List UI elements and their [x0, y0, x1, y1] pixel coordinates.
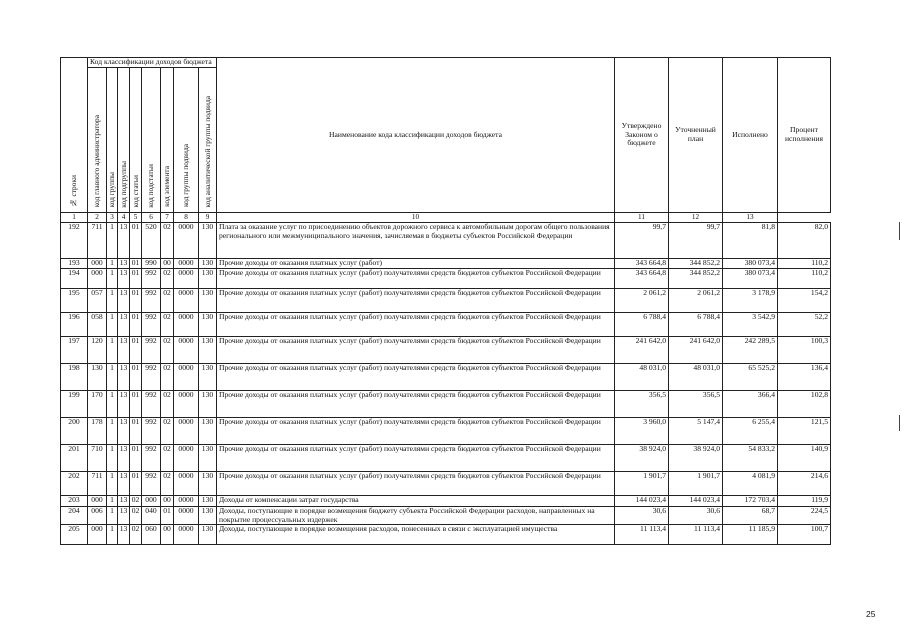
code-analytic-group: 130 [199, 472, 217, 496]
refined-value: 2 061,2 [669, 289, 723, 313]
code-subgroup: 13 [118, 259, 130, 269]
col-number: 6 [142, 213, 161, 223]
revenue-name: Прочие доходы от оказания платных услуг (работ) получателями средств бюджетов субъектов Российской Федерации [217, 313, 615, 337]
refined-value: 344 852,2 [669, 259, 723, 269]
percent-value: 110,2 [778, 269, 831, 289]
table-row [61, 472, 831, 496]
header-code-group: код группы [107, 68, 118, 213]
percent-value: 119,9 [778, 496, 831, 507]
code-analytic-group: 130 [199, 337, 217, 364]
code-article: 01 [130, 364, 142, 391]
table-row [61, 418, 831, 445]
code-subarticle: 992 [142, 337, 161, 364]
code-group: 1 [107, 507, 118, 525]
scan-margin-mark [899, 415, 900, 431]
code-element: 02 [161, 223, 174, 259]
percent-value: 82,0 [778, 223, 831, 259]
code-article: 01 [130, 269, 142, 289]
table-row [61, 269, 831, 289]
col-number: 3 [107, 213, 118, 223]
code-article: 02 [130, 525, 142, 545]
code-element: 02 [161, 418, 174, 445]
code-subtype-group: 0000 [174, 507, 199, 525]
row-number: 195 [61, 289, 88, 313]
code-element: 01 [161, 507, 174, 525]
refined-value: 5 147,4 [669, 418, 723, 445]
code-element: 02 [161, 313, 174, 337]
code-subgroup: 13 [118, 418, 130, 445]
header-row-no: № строки [61, 58, 88, 213]
percent-value: 121,5 [778, 418, 831, 445]
code-analytic-group: 130 [199, 496, 217, 507]
revenue-name: Прочие доходы от оказания платных услуг (работ) получателями средств бюджетов субъектов Российской Федерации [217, 269, 615, 289]
code-subgroup: 13 [118, 496, 130, 507]
code-subtype-group: 0000 [174, 269, 199, 289]
col-number: 12 [669, 213, 723, 223]
code-admin: 000 [88, 269, 107, 289]
code-group: 1 [107, 337, 118, 364]
code-admin: 711 [88, 472, 107, 496]
code-analytic-group: 130 [199, 418, 217, 445]
header-classification-group: Код классификации доходов бюджета [88, 58, 217, 68]
code-article: 01 [130, 337, 142, 364]
code-analytic-group: 130 [199, 259, 217, 269]
approved-value: 48 031,0 [615, 364, 669, 391]
percent-value: 102,8 [778, 391, 831, 418]
approved-value: 356,5 [615, 391, 669, 418]
percent-value: 154,2 [778, 289, 831, 313]
code-group: 1 [107, 525, 118, 545]
code-element: 02 [161, 364, 174, 391]
code-group: 1 [107, 391, 118, 418]
col-number: 13 [723, 213, 778, 223]
refined-value: 6 788,4 [669, 313, 723, 337]
percent-value: 100,7 [778, 525, 831, 545]
page-number: 25 [866, 609, 876, 619]
code-group: 1 [107, 223, 118, 259]
code-analytic-group: 130 [199, 391, 217, 418]
code-subtype-group: 0000 [174, 364, 199, 391]
col-number: 1 [61, 213, 88, 223]
code-subgroup: 13 [118, 269, 130, 289]
row-number: 201 [61, 445, 88, 472]
percent-value: 224,5 [778, 507, 831, 525]
header-code-subgroup: код подгруппы [118, 68, 130, 213]
col-number: 5 [130, 213, 142, 223]
code-subarticle: 992 [142, 313, 161, 337]
header-code-analytic-group: код аналитической группы подвида [199, 68, 217, 213]
code-subgroup: 13 [118, 337, 130, 364]
code-subgroup: 13 [118, 364, 130, 391]
code-element: 02 [161, 445, 174, 472]
code-subtype-group: 0000 [174, 472, 199, 496]
refined-value: 241 642,0 [669, 337, 723, 364]
col-number: 10 [217, 213, 615, 223]
header-code-article: код статьи [130, 68, 142, 213]
row-number: 203 [61, 496, 88, 507]
code-subgroup: 13 [118, 525, 130, 545]
code-group: 1 [107, 418, 118, 445]
approved-value: 343 664,8 [615, 269, 669, 289]
percent-value: 52,2 [778, 313, 831, 337]
table-row [61, 223, 831, 259]
code-subtype-group: 0000 [174, 313, 199, 337]
header-code-subarticle: код подстатьи [142, 68, 161, 213]
col-number: 8 [174, 213, 199, 223]
approved-value: 3 960,0 [615, 418, 669, 445]
executed-value: 380 073,4 [723, 269, 778, 289]
code-subarticle: 992 [142, 391, 161, 418]
revenue-name: Прочие доходы от оказания платных услуг (работ) [217, 259, 615, 269]
approved-value: 38 924,0 [615, 445, 669, 472]
code-subtype-group: 0000 [174, 525, 199, 545]
code-subarticle: 992 [142, 472, 161, 496]
row-number: 198 [61, 364, 88, 391]
code-subarticle: 040 [142, 507, 161, 525]
revenue-name: Доходы от компенсации затрат государства [217, 496, 615, 507]
approved-value: 11 113,4 [615, 525, 669, 545]
row-number: 194 [61, 269, 88, 289]
code-subgroup: 13 [118, 313, 130, 337]
refined-value: 99,7 [669, 223, 723, 259]
code-group: 1 [107, 472, 118, 496]
code-subgroup: 13 [118, 445, 130, 472]
table-row [61, 259, 831, 269]
approved-value: 1 901,7 [615, 472, 669, 496]
code-subarticle: 992 [142, 289, 161, 313]
code-subtype-group: 0000 [174, 289, 199, 313]
percent-value: 140,9 [778, 445, 831, 472]
table-row [61, 337, 831, 364]
code-group: 1 [107, 313, 118, 337]
scan-margin-mark [899, 222, 900, 240]
code-element: 02 [161, 269, 174, 289]
executed-value: 65 525,2 [723, 364, 778, 391]
code-admin: 000 [88, 496, 107, 507]
code-admin: 711 [88, 223, 107, 259]
approved-value: 6 788,4 [615, 313, 669, 337]
code-article: 01 [130, 289, 142, 313]
code-article: 01 [130, 223, 142, 259]
revenue-name: Доходы, поступающие в порядке возмещения расходов, понесенных в связи с эксплуатацией имущества [217, 525, 615, 545]
executed-value: 242 289,5 [723, 337, 778, 364]
table-row [61, 507, 831, 525]
code-analytic-group: 130 [199, 269, 217, 289]
refined-value: 38 924,0 [669, 445, 723, 472]
code-subtype-group: 0000 [174, 418, 199, 445]
approved-value: 241 642,0 [615, 337, 669, 364]
header-executed: Исполнено [723, 58, 778, 213]
executed-value: 380 073,4 [723, 259, 778, 269]
approved-value: 343 664,8 [615, 259, 669, 269]
executed-value: 11 185,9 [723, 525, 778, 545]
code-element: 02 [161, 472, 174, 496]
percent-value: 214,6 [778, 472, 831, 496]
table-row [61, 525, 831, 545]
revenue-name: Прочие доходы от оказания платных услуг (работ) получателями средств бюджетов субъектов Российской Федерации [217, 364, 615, 391]
header-code-element: код элемента [161, 68, 174, 213]
col-number: 2 [88, 213, 107, 223]
code-subtype-group: 0000 [174, 259, 199, 269]
executed-value: 172 703,4 [723, 496, 778, 507]
row-number: 202 [61, 472, 88, 496]
code-analytic-group: 130 [199, 507, 217, 525]
col-number: 7 [161, 213, 174, 223]
refined-value: 344 852,2 [669, 269, 723, 289]
code-subtype-group: 0000 [174, 223, 199, 259]
executed-value: 68,7 [723, 507, 778, 525]
refined-value: 1 901,7 [669, 472, 723, 496]
header-percent: Процент исполнения [778, 58, 831, 213]
code-article: 02 [130, 507, 142, 525]
code-subtype-group: 0000 [174, 445, 199, 472]
revenue-name: Прочие доходы от оказания платных услуг (работ) получателями средств бюджетов субъектов Российской Федерации [217, 472, 615, 496]
code-group: 1 [107, 364, 118, 391]
row-number: 193 [61, 259, 88, 269]
header-code-subtype-group: код группы подвида [174, 68, 199, 213]
approved-value: 99,7 [615, 223, 669, 259]
revenue-name: Прочие доходы от оказания платных услуг (работ) получателями средств бюджетов субъектов Российской Федерации [217, 289, 615, 313]
code-subarticle: 992 [142, 364, 161, 391]
code-admin: 130 [88, 364, 107, 391]
executed-value: 81,8 [723, 223, 778, 259]
code-analytic-group: 130 [199, 364, 217, 391]
code-subarticle: 992 [142, 418, 161, 445]
code-admin: 178 [88, 418, 107, 445]
table-row [61, 364, 831, 391]
row-number: 205 [61, 525, 88, 545]
percent-value: 136,4 [778, 364, 831, 391]
code-admin: 170 [88, 391, 107, 418]
table-body [61, 223, 831, 545]
column-number-row [61, 213, 831, 223]
code-article: 01 [130, 259, 142, 269]
code-admin: 057 [88, 289, 107, 313]
code-admin: 000 [88, 259, 107, 269]
code-subarticle: 992 [142, 269, 161, 289]
code-element: 00 [161, 259, 174, 269]
code-article: 01 [130, 391, 142, 418]
refined-value: 356,5 [669, 391, 723, 418]
header-approved: Утверждено Законом о бюджете [615, 58, 669, 213]
percent-value: 110,2 [778, 259, 831, 269]
code-group: 1 [107, 445, 118, 472]
header-refined: Уточненный план [669, 58, 723, 213]
code-admin: 006 [88, 507, 107, 525]
code-analytic-group: 130 [199, 289, 217, 313]
code-element: 02 [161, 289, 174, 313]
revenue-name: Прочие доходы от оказания платных услуг (работ) получателями средств бюджетов субъектов Российской Федерации [217, 445, 615, 472]
executed-value: 3 542,9 [723, 313, 778, 337]
code-subarticle: 000 [142, 496, 161, 507]
refined-value: 144 023,4 [669, 496, 723, 507]
code-article: 02 [130, 496, 142, 507]
code-subarticle: 060 [142, 525, 161, 545]
code-analytic-group: 130 [199, 445, 217, 472]
revenue-name: Прочие доходы от оказания платных услуг (работ) получателями средств бюджетов субъектов Российской Федерации [217, 391, 615, 418]
code-group: 1 [107, 269, 118, 289]
table-row [61, 391, 831, 418]
executed-value: 366,4 [723, 391, 778, 418]
code-article: 01 [130, 445, 142, 472]
revenue-name: Прочие доходы от оказания платных услуг (работ) получателями средств бюджетов субъектов Российской Федерации [217, 418, 615, 445]
header-name: Наименование кода классификации доходов бюджета [217, 58, 615, 213]
code-admin: 058 [88, 313, 107, 337]
row-number: 192 [61, 223, 88, 259]
code-subarticle: 990 [142, 259, 161, 269]
row-number: 199 [61, 391, 88, 418]
row-number: 197 [61, 337, 88, 364]
code-subgroup: 13 [118, 223, 130, 259]
code-element: 00 [161, 525, 174, 545]
code-subarticle: 992 [142, 445, 161, 472]
code-admin: 000 [88, 525, 107, 545]
percent-value: 100,3 [778, 337, 831, 364]
code-article: 01 [130, 472, 142, 496]
code-subgroup: 13 [118, 391, 130, 418]
executed-value: 3 178,9 [723, 289, 778, 313]
code-article: 01 [130, 313, 142, 337]
col-number: 4 [118, 213, 130, 223]
code-element: 00 [161, 496, 174, 507]
revenue-name: Доходы, поступающие в порядке возмещения бюджету субъекта Российской Федерации расходов, направленных на покрытие процессуальных издержек [217, 507, 615, 525]
header-code-admin: код главного администратора [88, 68, 107, 213]
code-admin: 120 [88, 337, 107, 364]
code-admin: 710 [88, 445, 107, 472]
col-number: 9 [199, 213, 217, 223]
budget-revenue-table [60, 57, 831, 545]
col-number: 11 [615, 213, 669, 223]
code-analytic-group: 130 [199, 223, 217, 259]
code-subtype-group: 0000 [174, 337, 199, 364]
approved-value: 30,6 [615, 507, 669, 525]
code-group: 1 [107, 496, 118, 507]
code-subarticle: 520 [142, 223, 161, 259]
revenue-name: Плата за оказание услуг по присоединению объектов дорожного сервиса к автомобильным дорогам общего пользования регионального или межмуниципального значения, зачисляемая в бюджеты субъектов Российской Федерации [217, 223, 615, 259]
row-number: 196 [61, 313, 88, 337]
code-group: 1 [107, 289, 118, 313]
refined-value: 30,6 [669, 507, 723, 525]
row-number: 204 [61, 507, 88, 525]
code-analytic-group: 130 [199, 525, 217, 545]
row-number: 200 [61, 418, 88, 445]
code-element: 02 [161, 391, 174, 418]
code-element: 02 [161, 337, 174, 364]
executed-value: 6 255,4 [723, 418, 778, 445]
table-row [61, 445, 831, 472]
revenue-name: Прочие доходы от оказания платных услуг (работ) получателями средств бюджетов субъектов Российской Федерации [217, 337, 615, 364]
code-subtype-group: 0000 [174, 496, 199, 507]
approved-value: 2 061,2 [615, 289, 669, 313]
executed-value: 54 833,2 [723, 445, 778, 472]
code-analytic-group: 130 [199, 313, 217, 337]
refined-value: 11 113,4 [669, 525, 723, 545]
code-subgroup: 13 [118, 472, 130, 496]
code-subtype-group: 0000 [174, 391, 199, 418]
code-group: 1 [107, 259, 118, 269]
table-row [61, 313, 831, 337]
code-article: 01 [130, 418, 142, 445]
refined-value: 48 031,0 [669, 364, 723, 391]
table-row [61, 289, 831, 313]
code-subgroup: 13 [118, 289, 130, 313]
table-row [61, 496, 831, 507]
approved-value: 144 023,4 [615, 496, 669, 507]
code-subgroup: 13 [118, 507, 130, 525]
executed-value: 4 081,9 [723, 472, 778, 496]
